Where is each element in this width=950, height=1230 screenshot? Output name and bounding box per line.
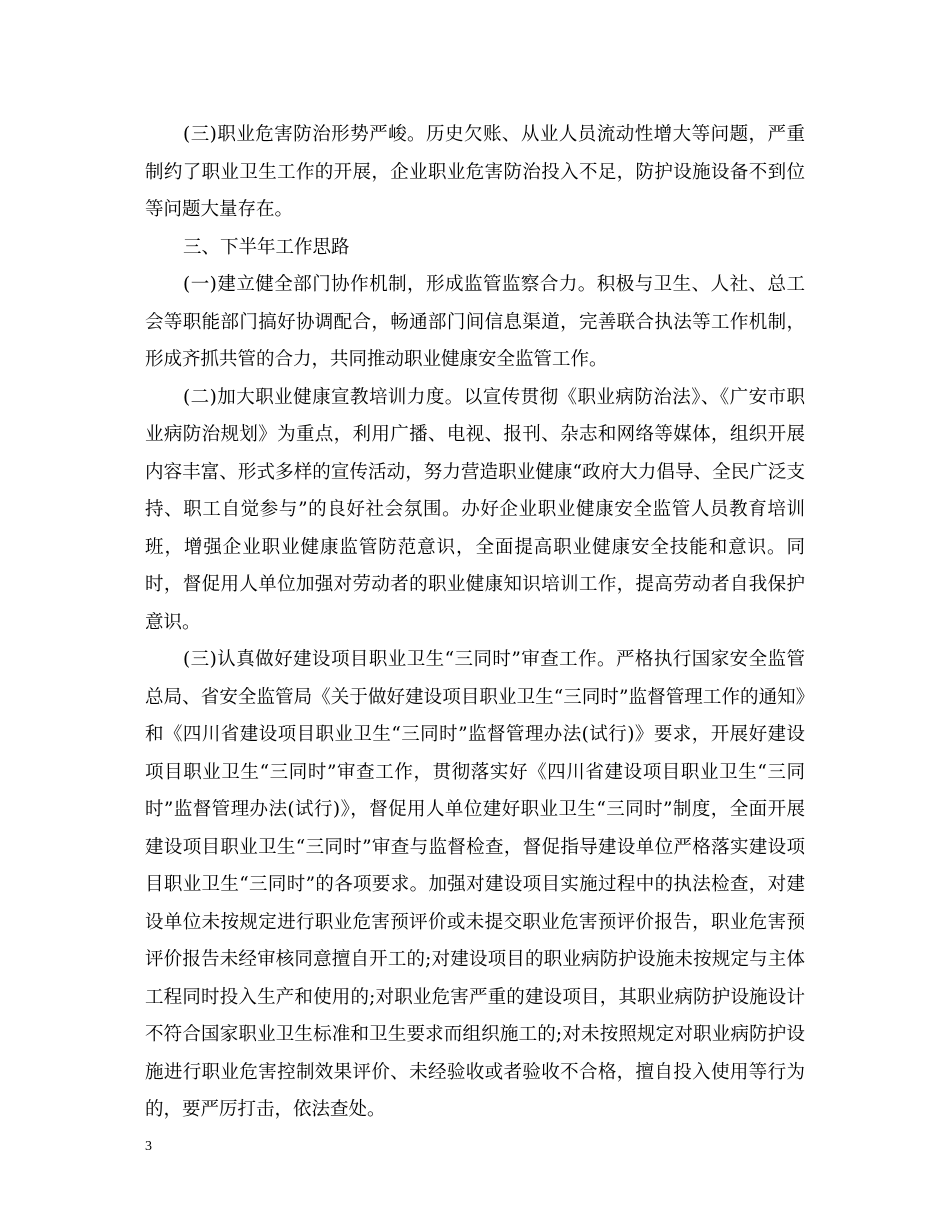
document-body: [145, 116, 805, 1129]
page-number: 3: [145, 1139, 152, 1154]
paragraph-occupational-hazard-situation: (三)职业危害防治形势严峻。历史欠账、从业人员流动性增大等问题，严重制约了职业卫生工作的开展，企业职业危害防治投入不足，防护设施设备不到位等问题大量存在。: [145, 124, 805, 220]
paragraph-education-training: (二)加大职业健康宣教培训力度。以宣传贯彻《职业病防治法》、《广安市职业病防治规划》为重点，利用广播、电视、报刊、杂志和网络等媒体，组织开展内容丰富、形式多样的宣传活动，努力营造职业健康“政府大力倡导、全民广泛支持、职工自觉参与”的良好社会氛围。办好企业职业健康安全监管人员教育培训班，增强企业职业健康监管防范意识，全面提高职业健康安全技能和意识。同时，督促用人单位加强对劳动者的职业健康知识培训工作，提高劳动者自我保护意识。: [145, 386, 805, 633]
section-heading-work-plan: 三、下半年工作思路: [183, 236, 350, 258]
paragraph-coordination-mechanism: (一)建立健全部门协作机制，形成监管监察合力。积极与卫生、人社、总工会等职能部门搞好协调配合，畅通部门间信息渠道，完善联合执法等工作机制，形成齐抓共管的合力，共同推动职业健康安全监管工作。: [145, 274, 805, 370]
paragraph-three-simultaneous-review: (三)认真做好建设项目职业卫生“三同时”审查工作。严格执行国家安全监管总局、省安全监管局《关于做好建设项目职业卫生“三同时”监督管理工作的通知》和《四川省建设项目职业卫生“三同时”监督管理办法(试行)》要求，开展好建设项目职业卫生“三同时”审查工作，贯彻落实好《四川省建设项目职业卫生“三同时”监督管理办法(试行)》，督促用人单位建好职业卫生“三同时”制度，全面开展建设项目职业卫生“三同时”审查与监督检查，督促指导建设单位严格落实建设项目职业卫生“三同时”的各项要求。加强对建设项目实施过程中的执法检查，对建设单位未按规定进行职业危害预评价或未提交职业危害预评价报告，职业危害预评价报告未经审核同意擅自开工的;对建设项目的职业病防护设施未按规定与主体工程同时投入生产和使用的;对职业危害严重的建设项目，其职业病防护设施设计不符合国家职业卫生标准和卫生要求而组织施工的;对未按照规定对职业病防护设施进行职业危害控制效果评价、未经验收或者验收不合格，擅自投入使用等行为的，要严厉打击，依法查处。: [145, 649, 805, 1120]
